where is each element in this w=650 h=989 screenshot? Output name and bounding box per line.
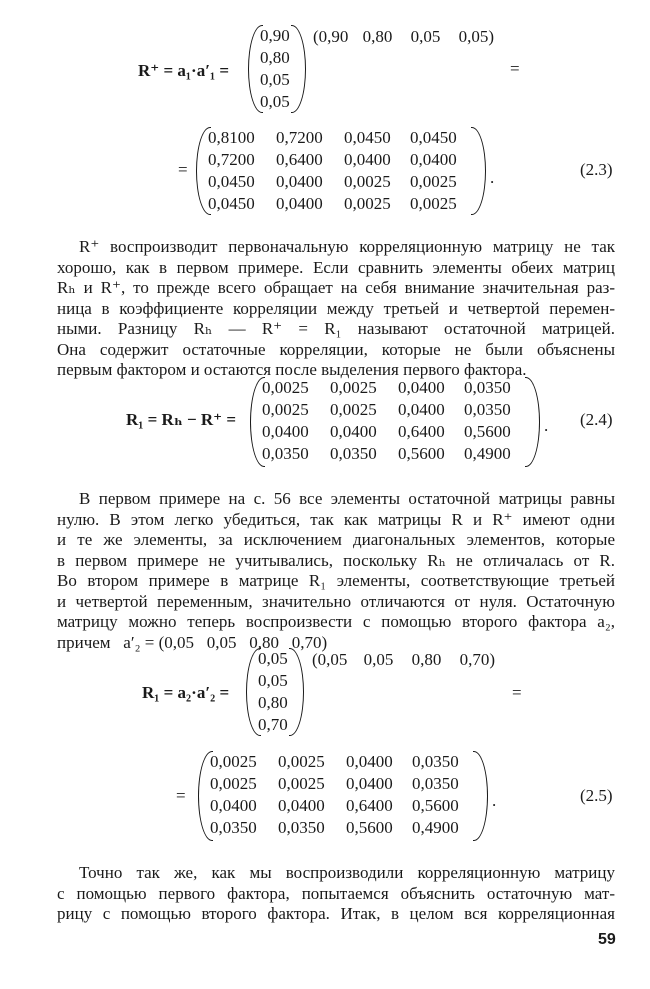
matrix-cell: 0,0350 (210, 818, 257, 837)
text-line: и четвертой переменным, значительно отличаются от нуля. Остаточную (57, 591, 615, 611)
vector-cell: 0,70) (459, 650, 496, 669)
vector-cell: 0,05 (258, 671, 288, 690)
equation-number: (2.5) (580, 786, 613, 805)
matrix-cell: 0,0025 (262, 378, 309, 397)
eq24-dot: . (544, 416, 549, 435)
eq1-trailing-equals: = (510, 59, 520, 78)
eq25-dot: . (492, 791, 497, 810)
eq1-column-vector (248, 25, 306, 113)
matrix-cell: 0,0350 (278, 818, 325, 837)
vector-cell: (0,90 (313, 27, 349, 46)
text-line: R⁺ воспроизводит первоначальную корреляционную матрицу не так (79, 237, 615, 256)
eq23-dot: . (490, 168, 495, 187)
matrix-cell: 0,0450 (344, 128, 391, 147)
eq25-matrix (198, 751, 488, 841)
vector-cell: 0,80 (258, 693, 288, 712)
eq1-row-vector (313, 27, 494, 47)
matrix-cell: 0,7200 (276, 128, 323, 147)
vector-cell: 0,05 (260, 70, 290, 89)
matrix-cell: 0,0350 (412, 752, 459, 771)
matrix-cell: 0,0025 (278, 752, 325, 771)
matrix-cell: 0,0025 (344, 172, 391, 191)
text-line: нулю. В этом легко убедиться, так как матрицы R и R⁺ имеют одни (57, 509, 615, 529)
matrix-cell: 0,6400 (276, 150, 323, 169)
eq25a-lhs: R₁ = a₂·a′₂ = (142, 683, 230, 702)
text-line: Rₕ и R⁺, то прежде всего обращает на себя внимание значительная раз- (57, 278, 615, 297)
matrix-cell: 0,0350 (464, 378, 511, 397)
matrix-cell: 0,0450 (208, 194, 255, 213)
matrix-cell: 0,0400 (278, 796, 325, 815)
matrix-cell: 0,0450 (410, 128, 457, 147)
matrix-cell: 0,4900 (464, 444, 511, 463)
right-paren (289, 648, 304, 736)
matrix-cell: 0,0400 (410, 150, 457, 169)
paragraph-2 (57, 489, 615, 653)
right-paren (473, 751, 488, 841)
eq25a-column-vector (246, 648, 304, 736)
vector-cell: 0,70 (258, 715, 288, 734)
vector-cell: 0,05) (458, 27, 495, 46)
vector-cell: 0,05 (260, 92, 290, 111)
matrix-cell: 0,0350 (464, 400, 511, 419)
matrix-cell: 0,4900 (412, 818, 459, 837)
eq24-lhs: R₁ = Rₕ − R⁺ = (126, 410, 237, 429)
matrix-cell: 0,5600 (464, 422, 511, 441)
matrix-cell: 0,0400 (330, 422, 377, 441)
text-line: матрицу можно теперь воспроизвести с помощью второго фактора a₂, (57, 612, 615, 631)
matrix-cell: 0,5600 (398, 444, 445, 463)
eq25-equals: = (176, 786, 186, 805)
eq23-equals: = (178, 160, 188, 179)
text-line: в первом примере не учитывались, поскольку Rₕ не отличалась от R. (57, 550, 615, 570)
matrix-cell: 0,0400 (346, 774, 393, 793)
matrix-cell: 0,8100 (208, 128, 255, 147)
matrix-cell: 0,0025 (210, 774, 257, 793)
matrix-cell: 0,0400 (398, 400, 445, 419)
eq25a-trailing-equals: = (512, 683, 522, 702)
matrix-cell: 0,5600 (346, 818, 393, 837)
eq25a-row-vector (312, 650, 495, 670)
text-line: с помощью первого фактора, попытаемся объяснить остаточную мат- (57, 883, 615, 903)
matrix-cell: 0,0350 (412, 774, 459, 793)
matrix-cell: 0,0400 (346, 752, 393, 771)
matrix-cell: 0,0350 (330, 444, 377, 463)
vector-cell: 0,05 (363, 650, 394, 669)
matrix-cell: 0,0400 (398, 378, 445, 397)
matrix-cell: 0,0025 (262, 400, 309, 419)
matrix-cell: 0,0350 (262, 444, 309, 463)
eq1-lhs: R⁺ = a₁·a′₁ = (138, 61, 230, 80)
matrix-cell: 0,0400 (210, 796, 257, 815)
text-line: Она содержит остаточные корреляции, которые не были объяснены (57, 339, 615, 359)
matrix-cell: 0,0025 (410, 194, 457, 213)
right-paren (471, 127, 486, 215)
vector-cell: (0,05 (312, 650, 348, 669)
text-line: Точно так же, как мы воспроизводили корреляционную матрицу (79, 863, 615, 882)
matrix-cell: 0,0025 (330, 378, 377, 397)
matrix-cell: 0,7200 (208, 150, 255, 169)
eq23-matrix (196, 127, 486, 215)
right-paren (525, 377, 540, 467)
vector-cell: 0,05 (258, 649, 288, 668)
matrix-cell: 0,0025 (330, 400, 377, 419)
matrix-cell: 0,0450 (208, 172, 255, 191)
equation-number: (2.4) (580, 410, 613, 429)
matrix-cell: 0,0400 (262, 422, 309, 441)
page-number: 59 (598, 931, 616, 948)
vector-cell: 0,80 (411, 650, 442, 669)
vector-cell: 0,80 (362, 27, 393, 46)
matrix-cell: 0,0025 (410, 172, 457, 191)
vector-cell: 0,05 (410, 27, 441, 46)
matrix-cell: 0,0400 (344, 150, 391, 169)
text-line: хорошо, как в первом примере. Если сравнить элементы обеих матриц (57, 257, 615, 277)
matrix-cell: 0,5600 (412, 796, 459, 815)
paragraph-1 (57, 237, 615, 381)
vector-cell: 0,90 (260, 26, 290, 45)
matrix-cell: 0,6400 (398, 422, 445, 441)
equation-number: (2.3) (580, 160, 613, 179)
matrix-cell: 0,6400 (346, 796, 393, 815)
paragraph-3 (57, 863, 615, 925)
text-line: причем a′₂ = (0,05 0,05 0,80 0,70) (57, 632, 328, 652)
text-line: В первом примере на с. 56 все элементы остаточной матрицы равны (79, 489, 615, 508)
text-line: первым фактором и остаются после выделения первого фактора. (57, 360, 527, 379)
matrix-cell: 0,0400 (276, 172, 323, 191)
vector-cell: 0,80 (260, 48, 290, 67)
text-line: рицу с помощью второго фактора. Итак, в целом вся корреляционная (57, 904, 615, 923)
eq24-matrix (250, 377, 540, 467)
matrix-cell: 0,0025 (344, 194, 391, 213)
text-line: ными. Разницу Rₕ — R⁺ = R₁ называют остаточной матрицей. (57, 319, 615, 338)
matrix-cell: 0,0025 (278, 774, 325, 793)
text-line: и те же элементы, за исключением диагональных элементов, которые (57, 530, 615, 549)
matrix-cell: 0,0400 (276, 194, 323, 213)
text-line: ница в коэффициенте корреляции между третьей и четвертой перемен- (57, 298, 615, 318)
text-line: Во втором примере в матрице R₁ элементы, соответствующие третьей (57, 571, 615, 590)
matrix-cell: 0,0025 (210, 752, 257, 771)
right-paren (291, 25, 306, 113)
